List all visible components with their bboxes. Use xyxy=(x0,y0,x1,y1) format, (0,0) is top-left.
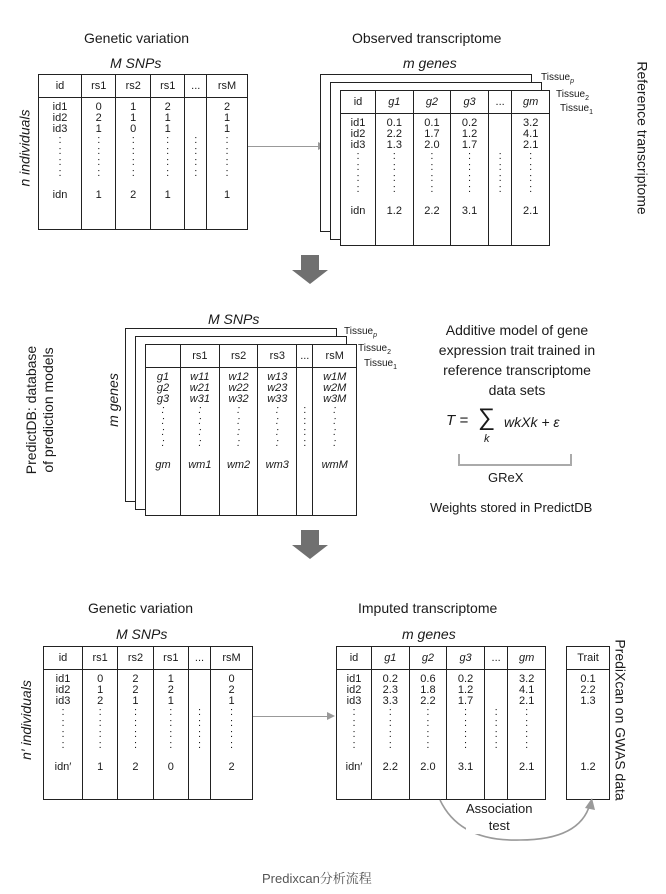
weight-col-2: w12 w22 w32 : : : : wm2 xyxy=(219,368,258,516)
expr-col-4: : : : : xyxy=(484,670,507,800)
header-dots: ... xyxy=(484,647,507,670)
header-g2: g2 xyxy=(409,647,447,670)
expr-col-3: 0.2 1.2 1.7 : : : : 3.1 xyxy=(447,670,485,800)
header-rs2: rs2 xyxy=(118,647,153,670)
association-label-line-1: Association xyxy=(466,801,533,816)
geno-col-4: : : : : xyxy=(185,98,207,230)
tissue-label-1: Tissue$_1$ xyxy=(560,103,593,116)
reference-transcriptome-label: Reference transcriptome xyxy=(634,61,651,215)
trait-header: Trait xyxy=(567,647,610,670)
tissue-label-2: Tissue$_2$ xyxy=(358,343,391,356)
tissue-label-p: Tissue$_p$ xyxy=(541,72,574,85)
model-text-line-4: data sets xyxy=(488,382,546,398)
header-rsM: rsM xyxy=(313,345,357,368)
header-id: id xyxy=(39,75,82,98)
genetic-variation-title-1: Genetic variation xyxy=(84,30,190,46)
trait-column: 0.1 2.2 1.3 1.2 xyxy=(567,670,610,800)
geno-col-2: 1 1 0 : : : : 2 xyxy=(116,98,150,230)
header-g3: g3 xyxy=(447,647,485,670)
id-column: id1 id2 id3 : : : : idn xyxy=(341,114,376,246)
weight-col-3: w13 w23 w33 : : : : wm3 xyxy=(258,368,297,516)
header-id: id xyxy=(341,91,376,114)
header-id: id xyxy=(337,647,372,670)
figure-caption: Predixcan分析流程 xyxy=(262,871,372,886)
header-rs1b: rs1 xyxy=(150,75,184,98)
header-rsM: rsM xyxy=(211,647,253,670)
grex-bracket xyxy=(458,454,572,466)
expr-col-4: : : : : xyxy=(488,114,511,246)
geno-col-1: 0 1 2 : : : : 1 xyxy=(83,670,118,800)
header-dots: ... xyxy=(297,345,313,368)
down-arrow-2-shaft xyxy=(301,530,319,546)
header-id: id xyxy=(44,647,83,670)
expr-col-5: 3.2 4.1 2.1 : : : : 2.1 xyxy=(508,670,546,800)
expr-col-1: 0.1 2.2 1.3 : : : : 1.2 xyxy=(376,114,414,246)
formula-sum: ∑ xyxy=(478,404,496,431)
genotype-table-2 xyxy=(43,646,253,800)
expr-col-5: 3.2 4.1 2.1 : : : : 2.1 xyxy=(512,114,550,246)
geno-col-3: 1 2 1 : : : : 0 xyxy=(153,670,188,800)
header-dots: ... xyxy=(185,75,207,98)
n-prime-individuals-label: n′ individuals xyxy=(17,680,34,760)
header-rs1: rs1 xyxy=(83,647,118,670)
header-g1: g1 xyxy=(372,647,410,670)
predictdb-label xyxy=(23,346,57,474)
model-text-line-1: Additive model of gene xyxy=(445,322,589,338)
header-g3: g3 xyxy=(451,91,489,114)
observed-transcriptome-title: Observed transcriptome xyxy=(352,30,502,46)
header-blank xyxy=(146,345,181,368)
geno-col-5: 0 2 1 : : : : 2 xyxy=(211,670,253,800)
model-text-line-3: reference transcriptome xyxy=(443,362,591,378)
connector-line-1 xyxy=(248,146,320,147)
expr-col-3: 0.2 1.2 1.7 : : : : 3.1 xyxy=(451,114,489,246)
geno-col-1: 0 2 1 : : : : 1 xyxy=(82,98,116,230)
m-genes-label-3: m genes xyxy=(402,626,456,642)
expr-col-2: 0.1 1.7 2.0 : : : : 2.2 xyxy=(413,114,451,246)
association-test-label xyxy=(466,800,532,834)
geno-col-4: : : : : xyxy=(188,670,210,800)
header-gm: gm xyxy=(512,91,550,114)
header-gm: gm xyxy=(508,647,546,670)
id-column: id1 id2 id3 : : : : idn′ xyxy=(44,670,83,800)
model-text-line-2: expression trait trained in xyxy=(438,342,596,358)
expr-col-1: 0.2 2.3 3.3 : : : : 2.2 xyxy=(372,670,410,800)
geno-col-5: 2 1 1 : : : : 1 xyxy=(207,98,248,230)
m-snps-label-2: M SNPs xyxy=(208,311,260,327)
tissue-label-2: Tissue$_2$ xyxy=(556,89,589,102)
down-arrow-2-head xyxy=(292,545,328,559)
n-individuals-label: n individuals xyxy=(16,109,33,187)
imputed-transcriptome-title: Imputed transcriptome xyxy=(358,600,498,616)
m-genes-side-label: m genes xyxy=(104,373,121,427)
header-g2: g2 xyxy=(413,91,451,114)
weights-table xyxy=(145,344,357,516)
header-rs2: rs2 xyxy=(219,345,258,368)
header-dots: ... xyxy=(488,91,511,114)
id-column: id1 id2 id3 : : : : idn′ xyxy=(337,670,372,800)
expr-col-2: 0.6 1.8 2.2 : : : : 2.0 xyxy=(409,670,447,800)
weight-col-5: w1M w2M w3M : : : : wmM xyxy=(313,368,357,516)
tissue-label-p: Tissue$_p$ xyxy=(344,326,377,339)
predictdb-label-line-2: of prediction models xyxy=(40,347,57,473)
connector-line-2 xyxy=(253,716,329,717)
genetic-variation-title-2: Genetic variation xyxy=(88,600,194,616)
geno-col-2: 2 2 1 : : : : 2 xyxy=(118,670,153,800)
tissue-label-1: Tissue$_1$ xyxy=(364,358,397,371)
association-label-line-2: test xyxy=(488,818,510,833)
weights-stored-text: Weights stored in PredictDB xyxy=(430,500,593,515)
trait-table xyxy=(566,646,610,800)
connector-arrowhead-2 xyxy=(327,712,335,720)
header-rs1: rs1 xyxy=(82,75,116,98)
model-description xyxy=(432,320,602,400)
expression-table-1 xyxy=(340,90,550,246)
header-dots: ... xyxy=(188,647,210,670)
header-rs1: rs1 xyxy=(181,345,220,368)
header-rs1b: rs1 xyxy=(153,647,188,670)
weight-col-4: : : : : xyxy=(297,368,313,516)
header-rs3: rs3 xyxy=(258,345,297,368)
genotype-table-1 xyxy=(38,74,248,230)
weight-col-1: w11 w21 w31 : : : : wm1 xyxy=(181,368,220,516)
down-arrow-1-head xyxy=(292,270,328,284)
formula-rhs: wkXk + ε xyxy=(504,414,560,430)
m-snps-label-1: M SNPs xyxy=(110,55,162,71)
expression-table-2 xyxy=(336,646,546,800)
grex-label: GReX xyxy=(488,470,524,485)
header-rs2: rs2 xyxy=(116,75,150,98)
down-arrow-1-shaft xyxy=(301,255,319,271)
formula-lhs: T = xyxy=(446,412,469,429)
gene-column: g1 g2 g3 : : : : gm xyxy=(146,368,181,516)
formula-index: k xyxy=(484,433,490,445)
header-rsM: rsM xyxy=(207,75,248,98)
header-g1: g1 xyxy=(376,91,414,114)
id-column: id1 id2 id3 : : : : idn xyxy=(39,98,82,230)
predictdb-label-line-1: PredictDB: database xyxy=(23,345,40,475)
m-snps-label-3: M SNPs xyxy=(116,626,168,642)
m-genes-label-1: m genes xyxy=(403,55,457,71)
predixcan-gwas-label: PrediXcan on GWAS data xyxy=(612,639,629,801)
geno-col-3: 2 1 1 : : : : 1 xyxy=(150,98,184,230)
